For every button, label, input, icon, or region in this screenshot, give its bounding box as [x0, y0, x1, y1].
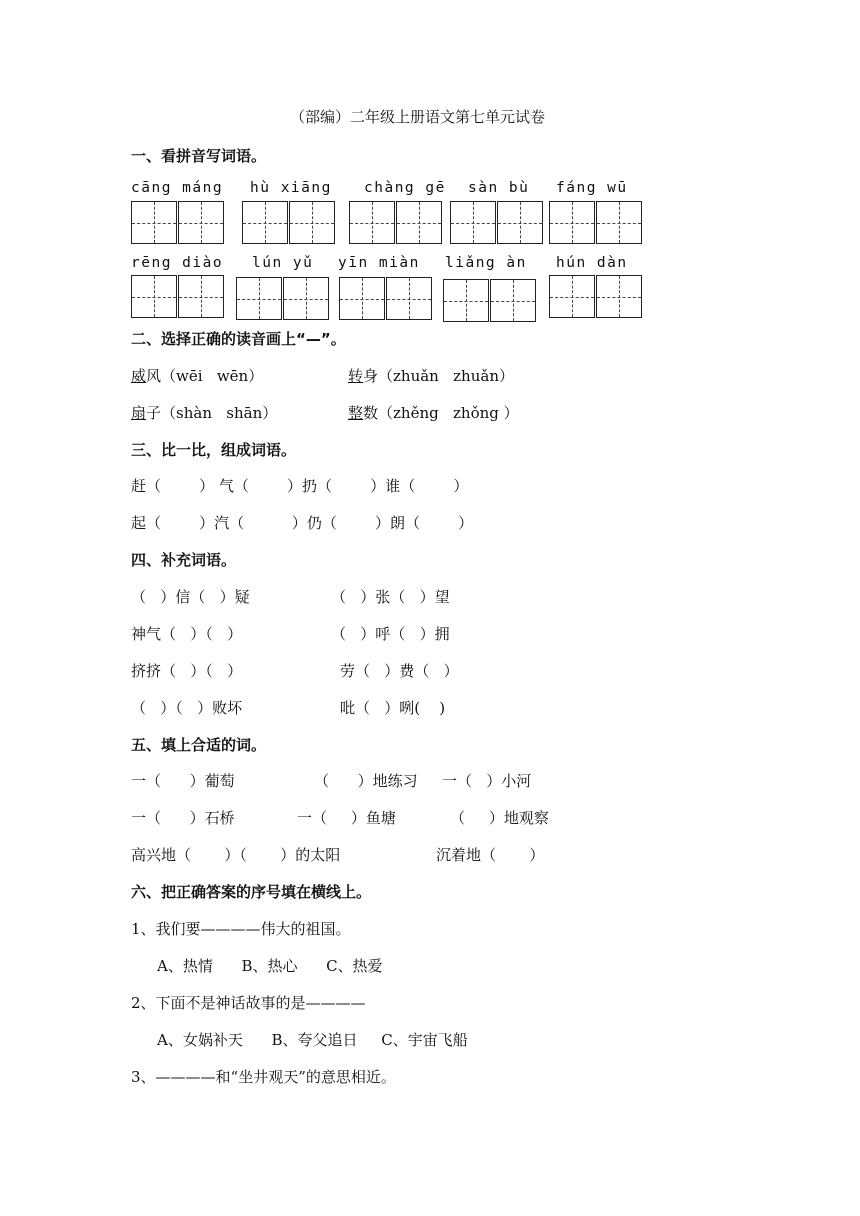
- fill-word: （ ）地观察: [450, 809, 549, 827]
- fill-word: 沉着地（ ）: [436, 846, 545, 864]
- pinyin-2: hù xiāng: [250, 180, 332, 196]
- fill-word: 高兴地（ ）（ ）的太阳: [131, 846, 341, 864]
- writing-box[interactable]: [178, 201, 224, 244]
- section-6-heading: 六、把正确答案的序号填在横线上。: [131, 883, 372, 901]
- pinyin-7: lún yǔ: [252, 255, 314, 271]
- fill-word: 一（ ）小河: [442, 772, 532, 790]
- section-2-heading: 二、选择正确的读音画上“—”。: [131, 330, 346, 348]
- question-item: [348, 365, 514, 386]
- choice-options-2: A、女娲补天 B、夸父追日 C、宇宙飞船: [157, 1031, 468, 1049]
- underlined-char: 整: [348, 404, 364, 422]
- fill-word: 一（ ）葡萄: [131, 772, 235, 790]
- section-4-heading: 四、补充词语。: [131, 551, 237, 569]
- pinyin-1: cāng máng: [131, 180, 224, 196]
- choice-options-1: A、热情 B、热心 C、热爱: [157, 957, 383, 975]
- idiom-blank: 挤挤（ ）（ ）: [131, 662, 243, 680]
- fill-word: 一（ ）鱼塘: [297, 809, 396, 827]
- writing-box[interactable]: [131, 201, 177, 244]
- compare-line-1: 赶（ ） 气（ ）扔（ ）谁（ ）: [131, 477, 469, 495]
- pinyin-5: fáng wū: [556, 180, 628, 196]
- question-item: [131, 402, 277, 423]
- writing-box[interactable]: [490, 279, 536, 322]
- idiom-blank: 劳（ ）费（ ）: [340, 662, 459, 680]
- question-text: 身（zhuǎn zhuǎn）: [363, 367, 514, 385]
- writing-box[interactable]: [339, 277, 385, 320]
- compare-line-2: 起（ ）汽（ ）仍（ ）朗（ ）: [131, 514, 474, 532]
- idiom-blank: 神气（ ）（ ）: [131, 625, 243, 643]
- pinyin-6: rēng diào: [131, 255, 224, 271]
- question-item: [348, 402, 519, 423]
- idiom-blank: （ ）（ ）败坏: [131, 699, 243, 717]
- writing-box[interactable]: [236, 277, 282, 320]
- idiom-blank: （ ）张（ ）望: [331, 588, 450, 606]
- pinyin-4: sàn bù: [468, 180, 530, 196]
- writing-box[interactable]: [242, 201, 288, 244]
- question-item: [131, 365, 263, 386]
- section-3-heading: 三、比一比，组成词语。: [131, 441, 297, 459]
- writing-box[interactable]: [396, 201, 442, 244]
- choice-question-2: 2、下面不是神话故事的是————: [131, 994, 366, 1012]
- section-1-heading: 一、看拼音写词语。: [131, 147, 267, 165]
- writing-box[interactable]: [549, 201, 595, 244]
- fill-word: （ ）地练习: [314, 772, 418, 790]
- pinyin-10: hún dàn: [556, 255, 628, 271]
- underlined-char: 转: [348, 367, 364, 385]
- pinyin-9: liǎng àn: [445, 255, 527, 271]
- idiom-blank: （ ）呼（ ）拥: [331, 625, 450, 643]
- fill-word: 一（ ）石桥: [131, 809, 235, 827]
- section-5-heading: 五、填上合适的词。: [131, 736, 267, 754]
- underlined-char: 扇: [131, 404, 147, 422]
- underlined-char: 威: [131, 367, 147, 385]
- choice-question-1: 1、我们要————伟大的祖国。: [131, 920, 351, 938]
- writing-box[interactable]: [596, 201, 642, 244]
- pinyin-3: chàng gē: [364, 180, 446, 196]
- idiom-blank: （ ）信（ ）疑: [131, 588, 250, 606]
- question-text: 子（shàn shān）: [146, 404, 278, 422]
- writing-box[interactable]: [549, 275, 595, 318]
- writing-box[interactable]: [386, 277, 432, 320]
- writing-box[interactable]: [349, 201, 395, 244]
- page-title: （部编）二年级上册语文第七单元试卷: [290, 108, 546, 126]
- writing-box[interactable]: [283, 277, 329, 320]
- writing-box[interactable]: [131, 275, 177, 318]
- writing-box[interactable]: [178, 275, 224, 318]
- idiom-blank: 吡（ ）咧( ): [340, 699, 446, 717]
- writing-box[interactable]: [450, 201, 496, 244]
- question-text: 数（zhěng zhǒng ）: [363, 404, 519, 422]
- writing-box[interactable]: [289, 201, 335, 244]
- writing-box[interactable]: [596, 275, 642, 318]
- pinyin-8: yīn miàn: [338, 255, 420, 271]
- question-text: 风（wēi wēn）: [146, 367, 264, 385]
- writing-box[interactable]: [497, 201, 543, 244]
- writing-box[interactable]: [443, 279, 489, 322]
- choice-question-3: 3、————和“坐井观天”的意思相近。: [131, 1068, 396, 1086]
